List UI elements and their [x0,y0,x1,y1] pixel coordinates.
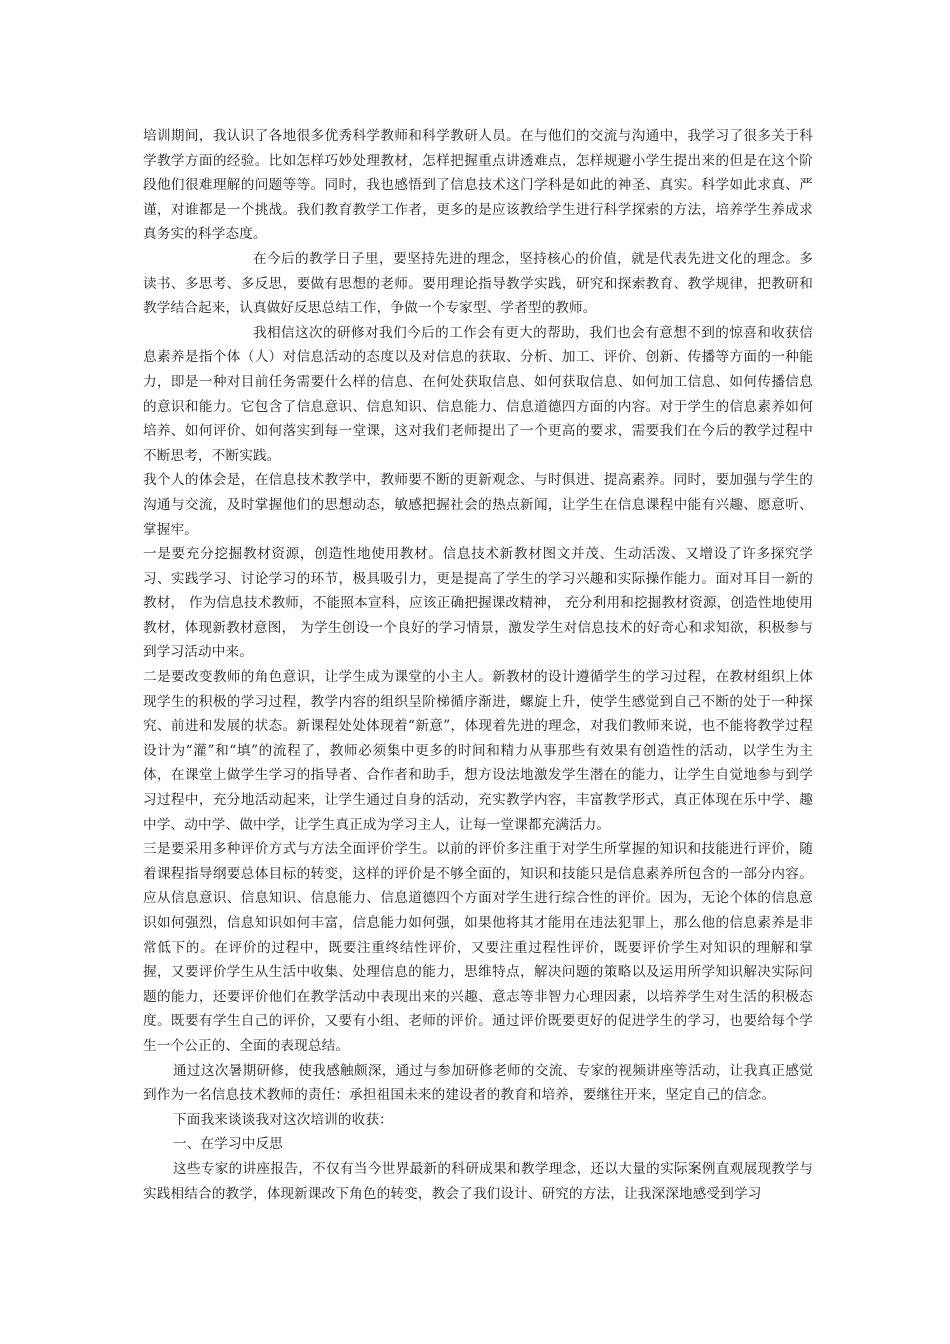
paragraph-future-teaching: 在今后的教学日子里，要坚持先进的理念，坚持核心的价值，就是代表先进文化的理念。多读书、多思考、多反思，要做有思想的老师。要用理论指导教学实践，研究和探索教育、教学规律，把教研和教学结合起来，认真做好反思总结工作，争做一个专家型、学者型的教师。 [143,250,813,317]
document-body [143,124,813,1206]
paragraph-point-three: 三是要采用多种评价方式与方法全面评价学生。以前的评价多注重于对学生所掌握的知识和技能进行评价，随着课程指导纲要总体目标的转变，这样的评价是不够全面的，知识和技能只是信息素养所包含的一部分内容。应从信息意识、信息知识、信息能力、信息道德四个方面对学生进行综合性的评价。因为，无论个体的信息意识如何强烈，信息知识如何丰富，信息能力如何强，如果他将其才能用在违法犯罪上，那么他的信息素养是非常低下的。在评价的过程中，既要注重终结性评价，又要注重过程性评价，既要评价学生对知识的理解和掌握，又要评价学生从生活中收集、处理信息的能力，思维特点，解决问题的策略以及运用所学知识解决实际问题的能力，还要评价他们在教学活动中表现出来的兴趣、意志等非智力心理因素，以培养学生对生活的积极态度。既要有学生自己的评价，又要有小组、老师的评价。通过评价既要更好的促进学生的学习，也要给每个学生一个公正的、全面的表现总结。 [143,841,813,1054]
paragraph-information-literacy: 我相信这次的研修对我们今后的工作会有更大的帮助，我们也会有意想不到的惊喜和收获信息素养是指个体（人）对信息活动的态度以及对信息的获取、分析、加工、评价、创新、传播等方面的一种能力，即是一种对目前任务需要什么样的信息、在何处获取信息、如何获取信息、如何加工信息、如何传播信息的意识和能力。它包含了信息意识、信息知识、信息能力、信息道德四方面的内容。对于学生的信息素养如何培养、如何评价、如何落实到每一堂课，这对我们老师提出了一个更高的要求，需要我们在今后的教学过程中不断思考，不断实践。 [143,324,813,464]
paragraph-training-period: 培训期间，我认识了各地很多优秀科学教师和科学教研人员。在与他们的交流与沟通中，我学习了很多关于科学教学方面的经验。比如怎样巧妙处理教材，怎样把握重点讲透难点，怎样规避小学生提出来的但是在这个阶段他们很难理解的问题等等。同时，我也感悟到了信息技术这门学科是如此的神圣、真实。科学如此求真、严谨，对谁都是一个挑战。我们教育教学工作者，更多的是应该教给学生进行科学探索的方法，培养学生养成求真务实的科学态度。 [143,128,813,243]
paragraph-personal-experience: 我个人的体会是，在信息技术教学中，教师要不断的更新观念、与时俱进、提高素养。同时，要加强与学生的沟通与交流，及时掌握他们的思想动态，敏感把握社会的热点新闻，让学生在信息课程中能有兴趣、愿意听、掌握牢。 [143,472,813,538]
section-heading-reflection: 一、在学习中反思 [173,1136,283,1153]
paragraph-expert-lectures: 这些专家的讲座报告，不仅有当今世界最新的科研成果和教学理念，还以大量的实际案例直观展现教学与实践相结合的教学，体现新课改下角色的转变，教会了我们设计、研究的方法，让我深深地感受到学习 [143,1160,813,1202]
paragraph-point-one: 一是要充分挖掘教材资源，创造性地使用教材。信息技术新教材图文并茂、生动活泼、又增设了许多探究学习、实践学习、讨论学习的环节，极具吸引力，更是提高了学生的学习兴趣和实际操作能力。面对耳目一新的教材， 作为信息技术教师，不能照本宣科，应该正确把握课改精神， 充分利用和挖掘教材资源，创造性地使用教材，体现新教材意图， 为学生创设一个良好的学习情景，激发学生对信息技术的好奇心和求知欲，积极参与到学习活动中来。 [143,546,813,661]
paragraph-point-two: 二是要改变教师的角色意识，让学生成为课堂的小主人。新教材的设计遵循学生的学习过程，在教材组织上体现学生的积极的学习过程，教学内容的组织呈阶梯循序渐进，螺旋上升，使学生感觉到自己不断的处于一种探究、前进和发展的状态。新课程处处体现着“新意”，体现着先进的理念，对我们教师来说，也不能将教学过程设计为“灌”和“填”的流程了，教师必须集中更多的时间和精力从事那些有效果有创造性的活动，以学生为主体，在课堂上做学生学习的指导者、合作者和助手，想方设法地激发学生潜在的能力，让学生自觉地参与到学习过程中，充分地活动起来，让学生通过自身的活动，充实教学内容，丰富教学形式，真正体现在乐中学、趣中学、动中学、做中学，让学生真正成为学习主人，让每一堂课都充满活力。 [143,669,813,833]
paragraph-gains-intro: 下面我来谈谈我对这次培训的收获： [173,1111,393,1128]
paragraph-summer-training: 通过这次暑期研修，使我感触颇深，通过与参加研修老师的交流、专家的视频讲座等活动，让我真正感觉到作为一名信息技术教师的责任：承担祖国未来的建设者的教育和培养，要继往开来，坚定自己的信念。 [143,1062,813,1104]
